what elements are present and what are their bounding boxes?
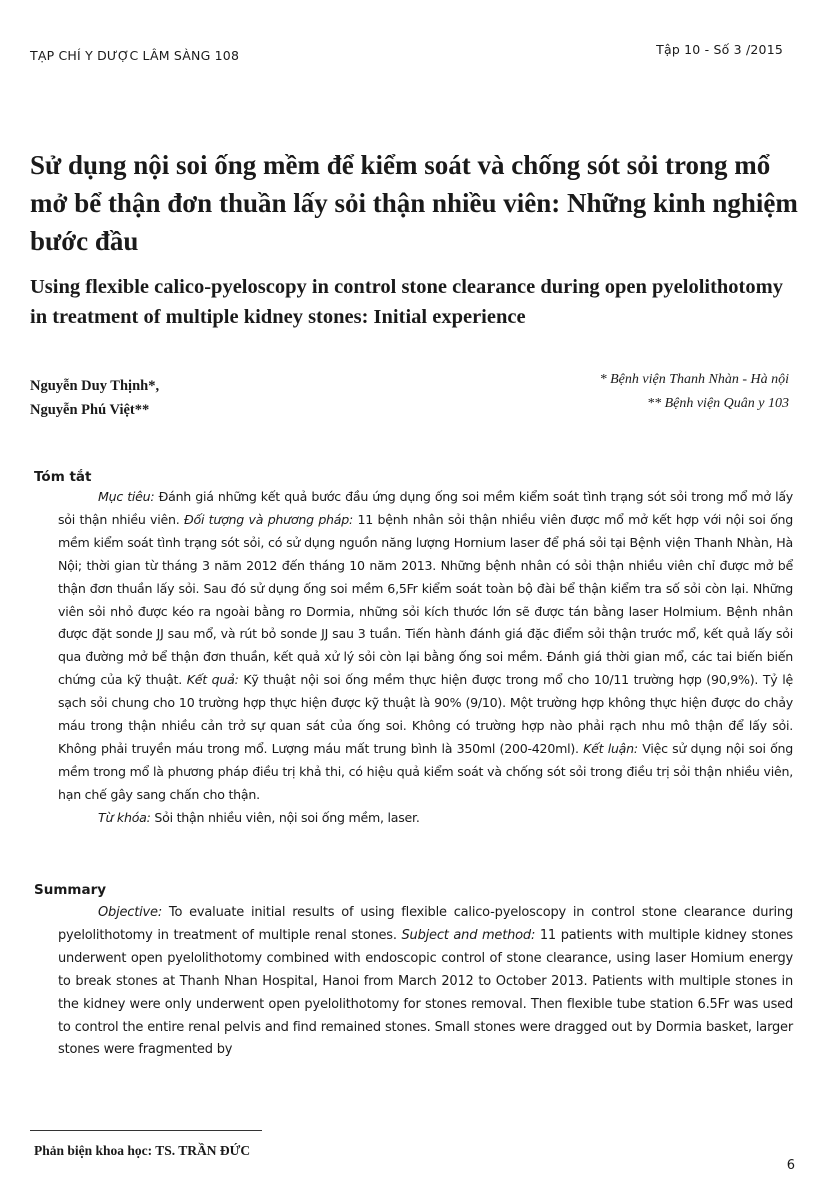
affiliation-1: * Bệnh viện Thanh Nhàn - Hà nội [599,372,789,387]
text: To evaluate initial results of using flexible calico-pyeloscopy in control stone clearance during pyelolithotomy in treatment of multiple renal stones. [58,905,793,943]
text: Đánh giá những kết quả bước đầu ứng dụng ống soi mềm kiểm soát tình trạng sót sỏi trong mổ mở lấy sỏi thận nhiều viên. [58,489,794,527]
footnote-divider [30,1130,262,1131]
text: 11 bệnh nhân sỏi thận nhiều viên được mổ mở kết hợp với nội soi ống mềm kiểm soát tình trạng sót sỏi, có sử dụng nguồn năng lượng Hornium laser để phá sỏi tại Bệnh viện Thanh Nhàn, Hà Nội; thời gian từ tháng 3 năm 2012 đến tháng 10 năm 2013. Những bệnh nhân có sỏi thận nhiều viên chỉ được mở bể thận đơn thuần lấy sỏi. Sau đó sử dụng ống soi mềm 6,5Fr kiểm soát toàn bộ đài bể thận kiểm tra số sỏi còn lại. Những viên sỏi nhỏ được kéo ra ngoài bằng ro Dormia, những sỏi kích thước lớn sẽ được tán bằng laser Holmium. Bệnh nhân được đặt sonde JJ sau mổ, và rút bỏ sonde JJ sau 3 tuần. Tiến hành đánh giá đặc điểm sỏi thận trước mổ, kết quả lấy sỏi qua đường mở bể thận đơn thuần, kết quả xử lý sỏi còn lại bằng ống soi mềm. Đánh giá thời gian mổ, các tai biến biến chứng của kỹ thuật. [58,511,793,688]
author-2: Nguyễn Phú Việt** [30,402,150,418]
summary-heading: Summary [34,882,107,898]
label: Mục tiêu: [98,489,155,504]
abstract-heading: Tóm tắt [34,469,92,485]
text: Việc sử dụng nội soi ống mềm trong mổ là phương pháp điều trị khả thi, có hiệu quả kiểm soát và chống sót sỏi trong điều trị sỏi thận nhiều viên, hạn chế gây sang chấn cho thận. [58,740,794,802]
author-1: Nguyễn Duy Thịnh*, [30,378,160,394]
label: Subject and method: [401,927,536,943]
page-number: 6 [786,1158,795,1173]
journal-name: TẠP CHÍ Y DƯỢC LÂM SÀNG 108 [30,48,240,63]
label: Đối tượng và phương pháp: [183,511,353,527]
text: 11 patients with multiple kidney stones underwent open pyelolithotomy combined with endoscopic control of stone clearance, using laser Homium energy to break stones at Thanh Nhan Hospital, Hanoi from March 2012 to October 2013. Patients with multiple stones in the kidney were only underwent open pyelolithotomy for stones removal. Then flexible tube station 6.5Fr was used to control the entire renal pelvis and find remained stones. Small stones were dragged out by Dormia basket, larger stones were fragmented by [58,927,793,1058]
text: Sỏi thận nhiều viên, nội soi ống mềm, laser. [150,809,420,825]
abstract-paragraph [58,486,793,807]
title-english: Using flexible calico-pyeloscopy in control stone clearance during open pyelolithotomy in treatment of multiple kidney stones: Initial experience [30,276,783,328]
issue-number: Tập 10 - Số 3 /2015 [656,42,783,57]
label: Kết luận: [583,740,638,756]
reviewer-note: Phản biện khoa học: TS. TRẦN ĐỨC [34,1143,251,1158]
abstract-english [58,902,793,1062]
label: Từ khóa: [98,809,151,825]
abstract-vietnamese [58,486,793,830]
label: Kết quả: [186,672,239,688]
abstract-paragraph [58,902,793,1062]
label: Objective: [98,905,163,920]
text: Kỹ thuật nội soi ống mềm thực hiện được trong mổ cho 10/11 trường hợp (90,9%). Tỷ lệ sạch sỏi chung cho 10 trường hợp thực hiện được kỹ thuật là 90% (9/10). Một trường hợp không thực hiện được do chảy máu trong thận nhiều cản trở sự quan sát của ống soi. Không có trường hợp nào phải rạch nhu mô thận để lấy sỏi. Không phải truyền máu trong mổ. Lượng máu mất trung bình là 350ml (200-420ml). [58,672,793,756]
affiliation-2: ** Bệnh viện Quân y 103 [647,396,789,411]
title-vietnamese: Sử dụng nội soi ống mềm để kiểm soát và chống sót sỏi trong mổ mở bể thận đơn thuần lấy sỏi thận nhiều viên: Những kinh nghiệm bước đầu [30,150,798,256]
keywords [58,807,793,830]
